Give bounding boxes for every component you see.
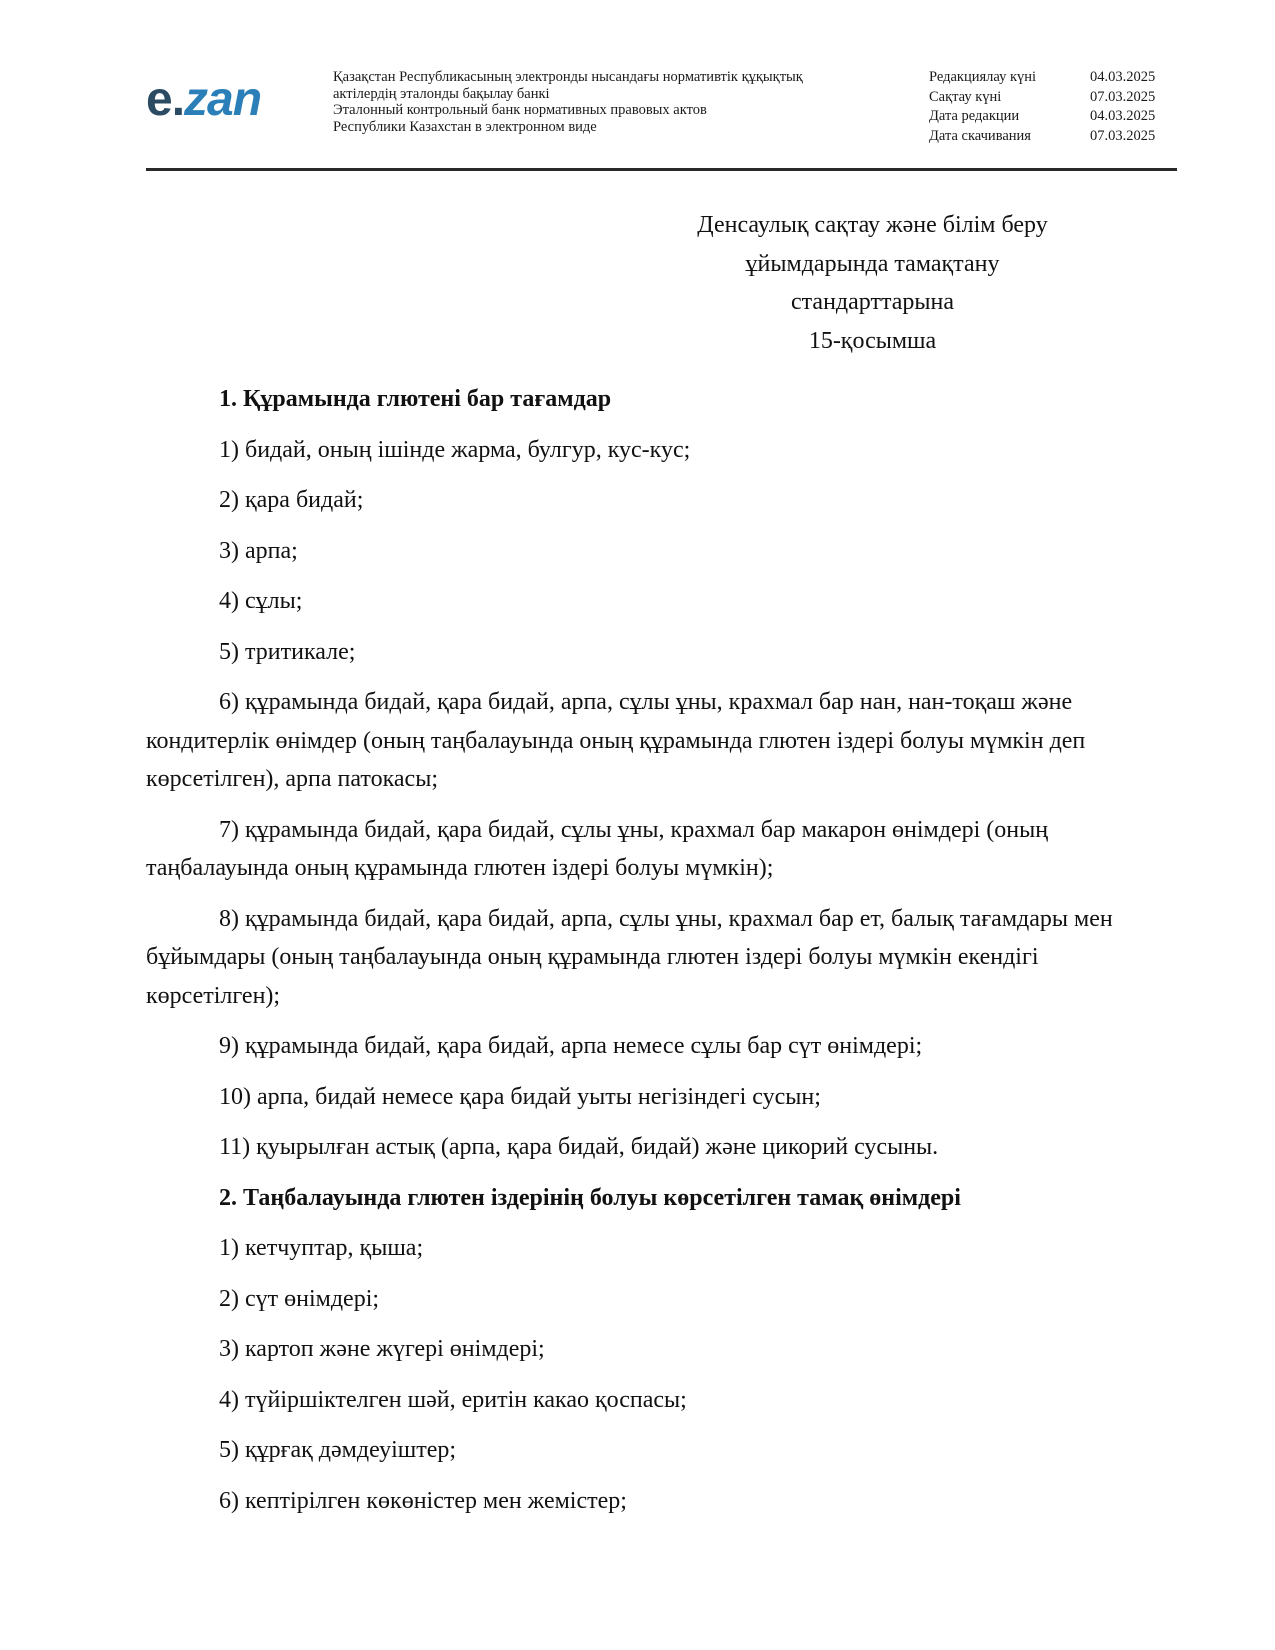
date-row [929,88,1170,108]
date-row [929,68,1170,88]
bank-description-line: Қазақстан Республикасының электронды нысандағы нормативтік құқықтық [333,69,803,85]
date-label: Сақтау күні [929,88,1002,105]
list-item: 6) кептірілген көкөністер мен жемістер; [219,1487,627,1514]
document-body [146,380,1146,1532]
list-item: 1) бидай, оның ішінде жарма, булгур, кус-кус; [219,436,691,463]
list-item: 6) құрамында бидай, қара бидай, арпа, сұлы ұны, крахмал бар нан, нан-тоқаш және кондитерлік өнімдер (оның таңбалауында оның құрамында глютен іздері болуы мүмкін деп көрсетілген), арпа патокасы; [146,689,1086,792]
header-divider [146,168,1177,171]
list-item: 8) құрамында бидай, қара бидай, арпа, сұлы ұны, крахмал бар ет, балық тағамдары мен бұйымдары (оның таңбалауында оның құрамында глютен іздері болуы мүмкін екендігі көрсетілген); [146,905,1113,1009]
list-item: 1) кетчуптар, қыша; [219,1235,424,1261]
date-label: Дата редакции [929,108,1020,124]
bank-description-line: Эталонный контрольный банк нормативных правовых актов [333,102,707,118]
section-heading: 2. Таңбалауында глютен іздерінің болуы көрсетілген тамақ өнімдері [219,1184,961,1211]
date-label: Дата скачивания [929,127,1031,144]
date-value: 07.03.2025 [1090,127,1156,144]
logo-suffix: zan [184,73,262,126]
list-item: 9) құрамында бидай, қара бидай, арпа немесе сұлы бар сүт өнімдері; [219,1033,923,1059]
date-table [929,68,1170,146]
ezan-logo [146,73,262,126]
bank-description [333,69,803,135]
bank-description-line: актілердің эталонды бақылау банкі [333,85,550,102]
date-row [929,127,1170,147]
list-item: 3) картоп және жүгері өнімдері; [219,1336,545,1362]
appendix-line: ұйымдарында тамақтану [745,250,1000,277]
list-item: 2) сүт өнімдері; [219,1285,380,1312]
document-header [146,66,1176,158]
date-label: Редакциялау күні [929,69,1037,85]
date-value: 04.03.2025 [1090,108,1156,124]
list-item: 3) арпа; [219,537,298,564]
list-item: 5) тритикале; [219,638,356,665]
list-item: 2) қара бидай; [219,487,364,513]
section-heading: 1. Құрамында глютені бар тағамдар [219,386,612,412]
appendix-line: Денсаулық сақтау және білім беру [697,212,1048,238]
date-row [929,107,1170,127]
bank-description-line: Республики Казахстан в электронном виде [333,118,597,135]
appendix-reference [600,206,1145,360]
appendix-line: стандарттарына [790,289,955,315]
date-value: 07.03.2025 [1090,88,1156,105]
date-value: 04.03.2025 [1090,69,1156,85]
logo-prefix: e. [146,73,185,126]
list-item: 4) сұлы; [219,588,303,614]
list-item: 7) құрамында бидай, қара бидай, сұлы ұны, крахмал бар макарон өнімдері (оның таңбалауында оның құрамында глютен іздері болуы мүмкін); [146,816,1049,881]
list-item: 4) түйіршіктелген шәй, еритін какао қоспасы; [219,1386,687,1413]
list-item: 10) арпа, бидай немесе қара бидай уыты негізіндегі сусын; [219,1083,821,1110]
list-item: 5) құрғақ дәмдеуіштер; [219,1437,457,1463]
list-item: 11) қуырылған астық (арпа, қара бидай, бидай) және цикорий сусыны. [219,1134,939,1160]
appendix-line: 15-қосымша [808,327,937,354]
